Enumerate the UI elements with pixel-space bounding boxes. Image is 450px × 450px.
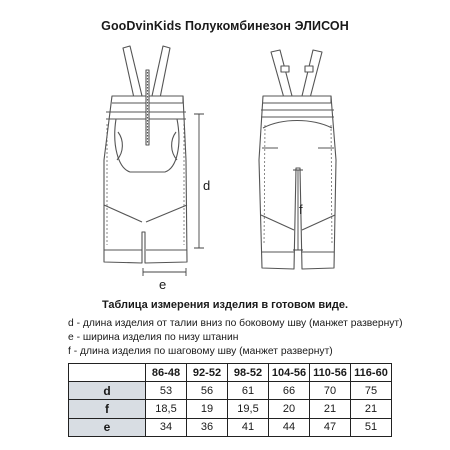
table-cell: 75 [351, 382, 392, 400]
row-label: e [69, 418, 146, 436]
legend-item-d: d - длина изделия от талии вниз по боковому шву (манжет развернут) [68, 318, 403, 329]
size-header-cell: 92-52 [187, 364, 228, 382]
measurement-legend [68, 317, 448, 360]
size-header-cell: 116-60 [351, 364, 392, 382]
table-cell: 47 [310, 418, 351, 436]
table-cell: 56 [187, 382, 228, 400]
size-table [68, 363, 392, 437]
product-title: GooDvinKids Полукомбинезон ЭЛИСОН [101, 19, 349, 33]
table-cell: 70 [310, 382, 351, 400]
table-cell: 21 [310, 400, 351, 418]
front-view-drawing [259, 50, 336, 269]
table-row-e [69, 418, 392, 436]
table-corner-cell [69, 364, 146, 382]
size-header-cell: 110-56 [310, 364, 351, 382]
table-cell: 44 [269, 418, 310, 436]
table-cell: 20 [269, 400, 310, 418]
size-header-cell: 86-48 [146, 364, 187, 382]
table-cell: 19 [187, 400, 228, 418]
table-cell: 36 [187, 418, 228, 436]
dimension-label-d: d [203, 178, 211, 193]
size-header-cell: 104-56 [269, 364, 310, 382]
size-header-row [69, 364, 392, 382]
dimension-label-f: f [299, 202, 303, 217]
row-label: d [69, 382, 146, 400]
table-caption: Таблица измерения изделия в готовом виде. [101, 299, 349, 311]
size-header-cell: 98-52 [228, 364, 269, 382]
table-row-f [69, 400, 392, 418]
table-cell: 61 [228, 382, 269, 400]
table-cell: 19,5 [228, 400, 269, 418]
table-cell: 21 [351, 400, 392, 418]
back-view-drawing [104, 46, 187, 263]
legend-item-f: f - длина изделия по шаговому шву (манжет развернут) [68, 346, 333, 358]
row-label: f [69, 400, 146, 418]
table-row-d [69, 382, 392, 400]
table-cell: 18,5 [146, 400, 187, 418]
legend-item-e: е - ширина изделия по низу штанин [68, 332, 239, 344]
table-cell: 51 [351, 418, 392, 436]
dimension-label-e: e [159, 277, 167, 292]
table-cell: 41 [228, 418, 269, 436]
table-cell: 34 [146, 418, 187, 436]
table-cell: 66 [269, 382, 310, 400]
table-cell: 53 [146, 382, 187, 400]
